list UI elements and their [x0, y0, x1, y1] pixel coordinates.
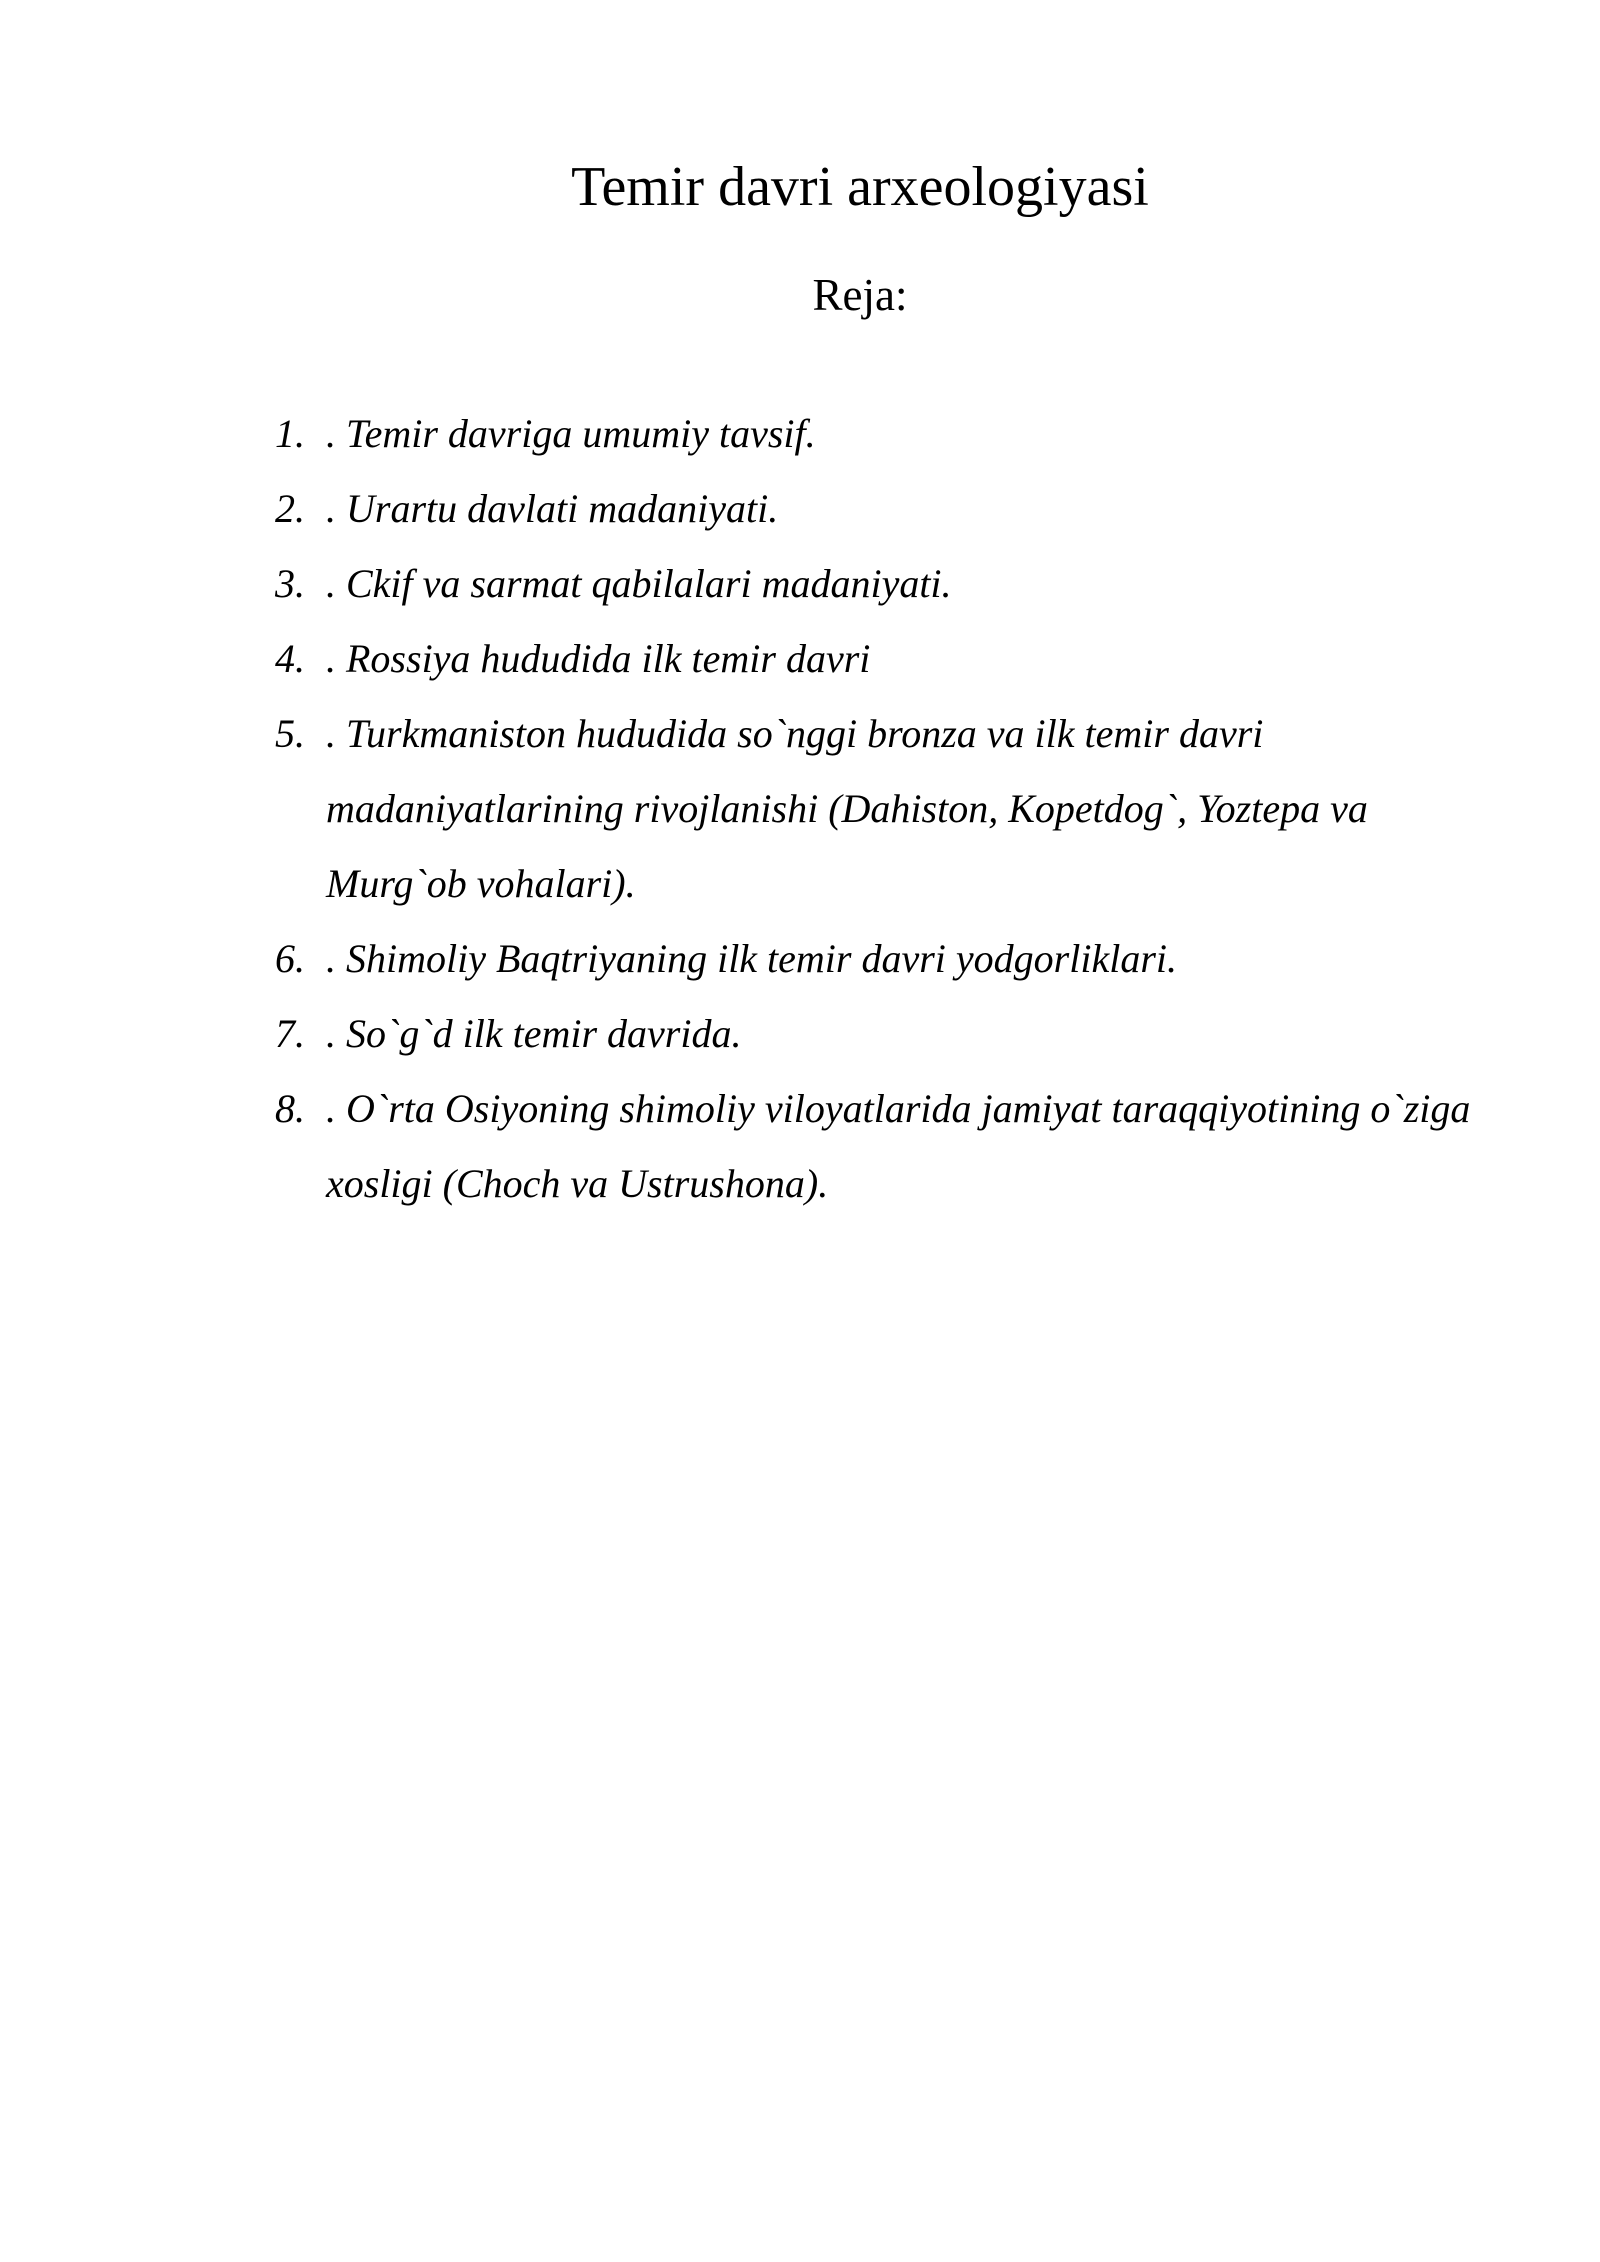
- plan-list: [275, 396, 1495, 1221]
- plan-item-number: 4.: [275, 636, 305, 681]
- plan-item: [275, 621, 1495, 696]
- plan-item-text: . Turkmaniston hududida so`nggi bronza va ilk temir davri madaniyatlarining rivojlanishi (Dahiston, Kopetdog`, Yoztepa va Murg`ob vohalari).: [326, 711, 1368, 906]
- plan-item-text: . O`rta Osiyoning shimoliy viloyatlarida jamiyat taraqqiyotining o`ziga xosligi (Choch va Ustrushona).: [326, 1086, 1471, 1206]
- plan-heading: Reja:: [812, 270, 908, 320]
- plan-item: [275, 996, 1495, 1071]
- plan-item-text: . Shimoliy Baqtriyaning ilk temir davri yodgorliklari.: [326, 936, 1178, 981]
- plan-item: [275, 396, 1495, 471]
- plan-item-text: . Ckif va sarmat qabilalari madaniyati.: [326, 561, 952, 606]
- plan-item: [275, 1071, 1495, 1221]
- plan-item: [275, 546, 1495, 621]
- plan-item-number: 7.: [275, 1011, 305, 1056]
- plan-item-number: 3.: [275, 561, 305, 606]
- plan-item: [275, 471, 1495, 546]
- document-title: Temir davri arxeologiyasi: [571, 156, 1149, 218]
- plan-item-number: 6.: [275, 936, 305, 981]
- plan-item: [275, 921, 1495, 996]
- plan-item-text: . Temir davriga umumiy tavsif.: [326, 411, 816, 456]
- plan-item: [275, 696, 1495, 921]
- plan-item-number: 8.: [275, 1086, 305, 1131]
- plan-item-text: . Urartu davlati madaniyati.: [326, 486, 779, 531]
- plan-item-number: 1.: [275, 411, 305, 456]
- plan-item-number: 5.: [275, 711, 305, 756]
- plan-item-text: . So`g`d ilk temir davrida.: [326, 1011, 742, 1056]
- plan-item-text: . Rossiya hududida ilk temir davri: [326, 636, 871, 681]
- plan-item-number: 2.: [275, 486, 305, 531]
